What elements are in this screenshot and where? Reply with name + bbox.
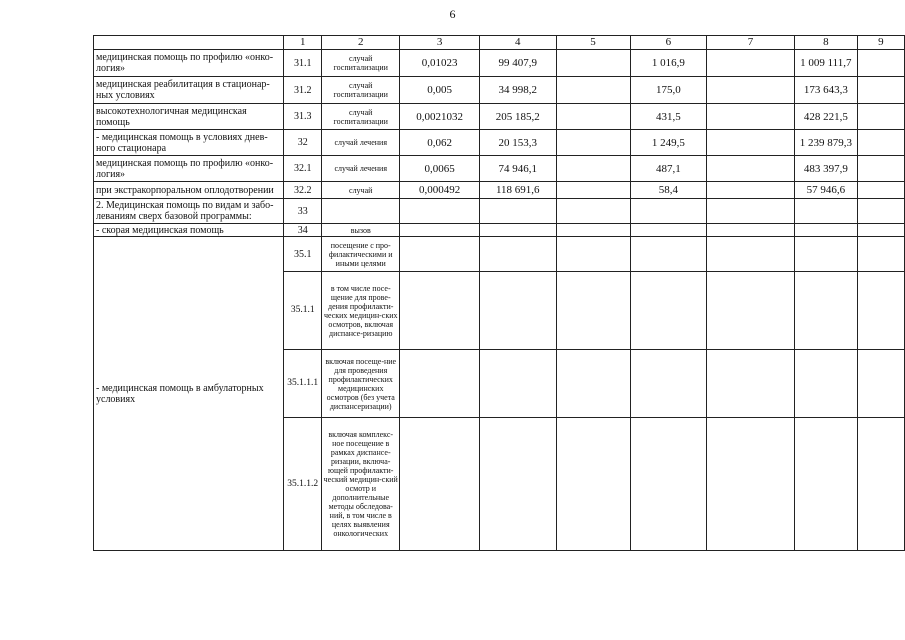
row-value-7 [707, 272, 795, 350]
row-code: 31.1 [284, 50, 322, 77]
row-value-9 [857, 156, 904, 182]
row-value-5 [556, 418, 630, 551]
row-value-4: 34 998,2 [479, 77, 556, 104]
row-value-3: 0,0021032 [400, 104, 480, 130]
row-value-3 [400, 418, 480, 551]
row-value-5 [556, 237, 630, 272]
table-row [94, 237, 905, 272]
header-col-7: 7 [707, 36, 795, 50]
row-value-4 [479, 272, 556, 350]
row-code: 35.1.1.2 [284, 418, 322, 551]
row-value-3 [400, 224, 480, 237]
row-value-9 [857, 224, 904, 237]
row-value-4 [479, 237, 556, 272]
row-value-7 [707, 77, 795, 104]
row-code: 31.2 [284, 77, 322, 104]
header-col-8: 8 [794, 36, 857, 50]
row-value-7 [707, 224, 795, 237]
row-value-9 [857, 182, 904, 199]
row-value-6 [630, 418, 707, 551]
row-value-6: 175,0 [630, 77, 707, 104]
row-value-7 [707, 182, 795, 199]
row-value-6: 487,1 [630, 156, 707, 182]
row-value-4 [479, 199, 556, 224]
table-row [94, 77, 905, 104]
row-value-4: 205 185,2 [479, 104, 556, 130]
row-value-7 [707, 156, 795, 182]
row-name: при экстракорпоральном оплодотворении [94, 182, 284, 199]
row-name: 2. Медицинская помощь по видам и забо-леваниям сверх базовой программы: [94, 199, 284, 224]
table-row [94, 182, 905, 199]
page-number: 6 [449, 7, 456, 21]
row-value-4: 118 691,6 [479, 182, 556, 199]
row-value-7 [707, 50, 795, 77]
row-value-5 [556, 182, 630, 199]
row-value-8: 428 221,5 [794, 104, 857, 130]
table-row [94, 199, 905, 224]
row-value-3: 0,0065 [400, 156, 480, 182]
row-code: 35.1 [284, 237, 322, 272]
row-value-9 [857, 130, 904, 156]
table-row [94, 156, 905, 182]
row-value-6 [630, 224, 707, 237]
row-unit: случай лечения [322, 156, 400, 182]
row-value-4 [479, 418, 556, 551]
header-col-4: 4 [479, 36, 556, 50]
row-unit: случай [322, 182, 400, 199]
row-value-8: 1 239 879,3 [794, 130, 857, 156]
row-value-4 [479, 224, 556, 237]
row-value-5 [556, 350, 630, 418]
row-value-9 [857, 77, 904, 104]
header-col-6: 6 [630, 36, 707, 50]
row-code: 33 [284, 199, 322, 224]
header-col-5: 5 [556, 36, 630, 50]
row-value-5 [556, 130, 630, 156]
row-value-8 [794, 350, 857, 418]
row-value-3: 0,000492 [400, 182, 480, 199]
row-value-6 [630, 350, 707, 418]
row-name: медицинская реабилитация в стационар-ных условиях [94, 77, 284, 104]
row-unit: включая комплекс-ное посещение в рамках диспансе-ризации, включа-ющей профилакти-ческий медицин-ский осмотр и дополнительные методы обследова-ний, в том числе в целях выявления онкологических [322, 418, 400, 551]
row-value-4 [479, 350, 556, 418]
row-value-5 [556, 104, 630, 130]
header-col-9: 9 [857, 36, 904, 50]
row-value-8 [794, 237, 857, 272]
row-unit: случай лечения [322, 130, 400, 156]
row-name: - медицинская помощь в условиях днев-ного стационара [94, 130, 284, 156]
row-value-6 [630, 237, 707, 272]
row-name: медицинская помощь по профилю «онко-логия» [94, 156, 284, 182]
row-value-5 [556, 50, 630, 77]
row-value-9 [857, 418, 904, 551]
services-table [93, 35, 905, 551]
row-value-8: 173 643,3 [794, 77, 857, 104]
row-name: медицинская помощь по профилю «онко-логия» [94, 50, 284, 77]
row-value-7 [707, 237, 795, 272]
row-value-3 [400, 199, 480, 224]
row-code: 35.1.1 [284, 272, 322, 350]
row-value-4: 20 153,3 [479, 130, 556, 156]
header-col-1: 1 [284, 36, 322, 50]
row-value-9 [857, 272, 904, 350]
row-value-8: 1 009 111,7 [794, 50, 857, 77]
row-unit: вызов [322, 224, 400, 237]
row-code: 34 [284, 224, 322, 237]
row-value-5 [556, 77, 630, 104]
row-value-9 [857, 50, 904, 77]
row-value-6: 431,5 [630, 104, 707, 130]
row-value-7 [707, 199, 795, 224]
row-unit: случай госпитализации [322, 50, 400, 77]
row-value-5 [556, 224, 630, 237]
row-name-merged: - медицинская помощь в амбулаторных условиях [94, 237, 284, 551]
row-value-8: 483 397,9 [794, 156, 857, 182]
row-unit: в том числе посе-щение для прове-дения профилакти-ческих медицин-ских осмотров, включая диспансе-ризацию [322, 272, 400, 350]
row-value-6: 58,4 [630, 182, 707, 199]
row-code: 35.1.1.1 [284, 350, 322, 418]
row-value-7 [707, 350, 795, 418]
row-value-6 [630, 272, 707, 350]
header-col-2: 2 [322, 36, 400, 50]
row-value-7 [707, 418, 795, 551]
row-value-9 [857, 237, 904, 272]
row-unit: случай госпитализации [322, 104, 400, 130]
row-value-8 [794, 272, 857, 350]
row-value-7 [707, 104, 795, 130]
row-value-4: 99 407,9 [479, 50, 556, 77]
row-name: высокотехнологичная медицинская помощь [94, 104, 284, 130]
row-value-8: 57 946,6 [794, 182, 857, 199]
row-value-3 [400, 272, 480, 350]
table-row [94, 130, 905, 156]
row-value-9 [857, 350, 904, 418]
row-value-4: 74 946,1 [479, 156, 556, 182]
header-row [94, 36, 905, 50]
row-unit [322, 199, 400, 224]
row-unit: включая посеще-ние для проведения профилактических медицинских осмотров (без учета диспансеризации) [322, 350, 400, 418]
row-value-3 [400, 350, 480, 418]
row-code: 32.2 [284, 182, 322, 199]
row-code: 32.1 [284, 156, 322, 182]
row-code: 32 [284, 130, 322, 156]
row-code: 31.3 [284, 104, 322, 130]
row-value-5 [556, 272, 630, 350]
row-value-6: 1 249,5 [630, 130, 707, 156]
table-row [94, 104, 905, 130]
row-value-8 [794, 224, 857, 237]
table-row [94, 50, 905, 77]
row-value-6 [630, 199, 707, 224]
row-value-3 [400, 237, 480, 272]
row-value-3: 0,005 [400, 77, 480, 104]
table-row [94, 224, 905, 237]
row-value-8 [794, 199, 857, 224]
row-value-8 [794, 418, 857, 551]
row-value-5 [556, 156, 630, 182]
row-value-9 [857, 199, 904, 224]
row-value-6: 1 016,9 [630, 50, 707, 77]
row-value-7 [707, 130, 795, 156]
row-unit: случай госпитализации [322, 77, 400, 104]
header-col-3: 3 [400, 36, 480, 50]
row-value-3: 0,01023 [400, 50, 480, 77]
row-value-5 [556, 199, 630, 224]
row-value-9 [857, 104, 904, 130]
row-value-3: 0,062 [400, 130, 480, 156]
row-unit: посещение с про-филактическими и иными целями [322, 237, 400, 272]
row-name: - скорая медицинская помощь [94, 224, 284, 237]
header-empty-cell [94, 36, 284, 50]
